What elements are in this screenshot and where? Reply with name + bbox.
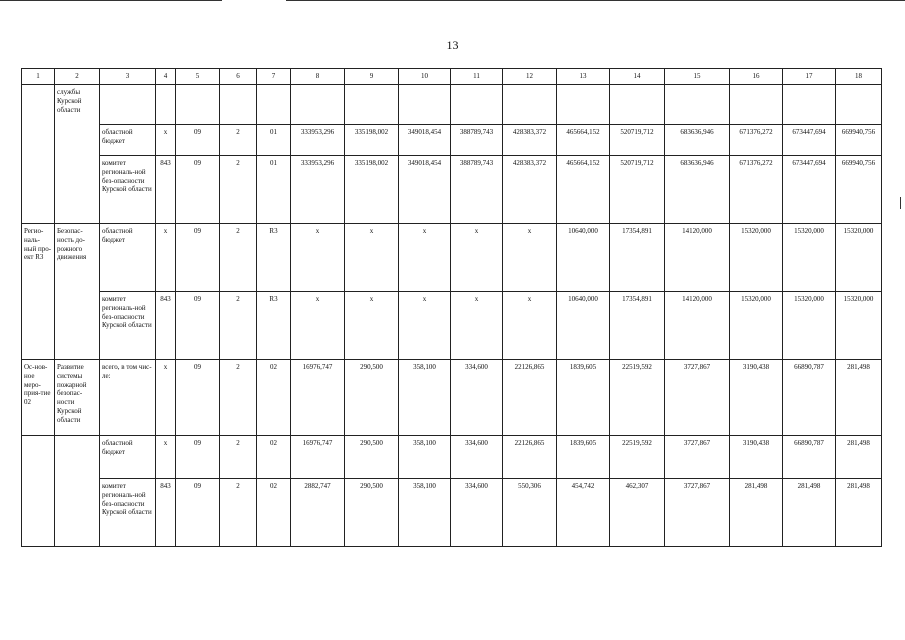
cell-program-name bbox=[22, 436, 55, 547]
cell-value: 16976,747 bbox=[291, 360, 345, 436]
cell-subprogram-name: службы Курской области bbox=[55, 85, 100, 224]
cell-value: 358,100 bbox=[399, 436, 451, 479]
header-cell: 3 bbox=[100, 69, 156, 85]
cell-value bbox=[291, 85, 345, 125]
cell-value: 669940,756 bbox=[836, 125, 882, 156]
cell-value: 334,600 bbox=[451, 436, 503, 479]
cell-value: 281,498 bbox=[836, 436, 882, 479]
header-cell: 13 bbox=[557, 69, 610, 85]
cell-value bbox=[503, 85, 557, 125]
header-row bbox=[22, 69, 882, 85]
cell-value: 428383,372 bbox=[503, 125, 557, 156]
cell-value: 15320,000 bbox=[836, 224, 882, 292]
cell-value: 335198,002 bbox=[345, 156, 399, 224]
cell-code: 01 bbox=[257, 156, 291, 224]
header-cell: 4 bbox=[156, 69, 176, 85]
header-cell: 18 bbox=[836, 69, 882, 85]
cell-value: 281,498 bbox=[836, 360, 882, 436]
cell-value: x bbox=[503, 292, 557, 360]
cell-value bbox=[557, 85, 610, 125]
cell-grbs: x bbox=[156, 436, 176, 479]
cell-grbs: 843 bbox=[156, 292, 176, 360]
cell-value: 15320,000 bbox=[836, 292, 882, 360]
header-cell: 17 bbox=[783, 69, 836, 85]
cell-code: 09 bbox=[176, 156, 220, 224]
cell-value: 16976,747 bbox=[291, 436, 345, 479]
cell-value: 22519,592 bbox=[610, 436, 665, 479]
cell-value: 334,600 bbox=[451, 360, 503, 436]
header-cell: 1 bbox=[22, 69, 55, 85]
cell-grbs bbox=[156, 85, 176, 125]
cell-value: 15320,000 bbox=[783, 292, 836, 360]
cell-grbs: 843 bbox=[156, 479, 176, 547]
cell-code: 02 bbox=[257, 479, 291, 547]
cell-value: 335198,002 bbox=[345, 125, 399, 156]
table-row bbox=[22, 360, 882, 436]
cell-program-name: Ос-нов-ное меро-прия-тие 02 bbox=[22, 360, 55, 436]
cell-value: 358,100 bbox=[399, 360, 451, 436]
cell-code: R3 bbox=[257, 224, 291, 292]
cell-value: 17354,891 bbox=[610, 292, 665, 360]
header-cell: 11 bbox=[451, 69, 503, 85]
cell-code: 09 bbox=[176, 224, 220, 292]
cell-value: 520719,712 bbox=[610, 156, 665, 224]
cell-code: R3 bbox=[257, 292, 291, 360]
cell-value: x bbox=[399, 292, 451, 360]
cell-value: 22519,592 bbox=[610, 360, 665, 436]
cell-value: x bbox=[503, 224, 557, 292]
table-row bbox=[22, 436, 882, 479]
cell-value: 290,500 bbox=[345, 360, 399, 436]
cell-code: 2 bbox=[220, 156, 257, 224]
cell-code: 09 bbox=[176, 360, 220, 436]
cell-value: 14120,000 bbox=[665, 224, 730, 292]
cell-code: 02 bbox=[257, 436, 291, 479]
header-cell: 2 bbox=[55, 69, 100, 85]
cell-value: 333953,296 bbox=[291, 125, 345, 156]
table-row bbox=[22, 479, 882, 547]
cell-funding-source: комитет региональ-ной без-опасности Курской области bbox=[100, 292, 156, 360]
cell-value bbox=[451, 85, 503, 125]
cell-value: 465664,152 bbox=[557, 125, 610, 156]
header-cell: 15 bbox=[665, 69, 730, 85]
cell-code: 2 bbox=[220, 479, 257, 547]
header-cell: 16 bbox=[730, 69, 783, 85]
cell-value: 15320,000 bbox=[730, 224, 783, 292]
cell-code: 2 bbox=[220, 125, 257, 156]
cell-code: 09 bbox=[176, 436, 220, 479]
cell-value: 1839,605 bbox=[557, 360, 610, 436]
header-cell: 12 bbox=[503, 69, 557, 85]
cell-program-name bbox=[22, 85, 55, 224]
cell-value: 2882,747 bbox=[291, 479, 345, 547]
cell-funding-source: всего, в том чис-ле: bbox=[100, 360, 156, 436]
cell-funding-source: областной бюджет bbox=[100, 125, 156, 156]
cell-value: 671376,272 bbox=[730, 156, 783, 224]
cell-value: 14120,000 bbox=[665, 292, 730, 360]
cell-value: 281,498 bbox=[836, 479, 882, 547]
cell-value: 17354,891 bbox=[610, 224, 665, 292]
cell-value: 3190,438 bbox=[730, 436, 783, 479]
cell-code: 01 bbox=[257, 125, 291, 156]
cell-value: 428383,372 bbox=[503, 156, 557, 224]
cell-value: 349018,454 bbox=[399, 125, 451, 156]
cell-value: 388789,743 bbox=[451, 125, 503, 156]
cell-subprogram-name bbox=[55, 436, 100, 547]
cell-value: 10640,000 bbox=[557, 224, 610, 292]
header-cell: 9 bbox=[345, 69, 399, 85]
cell-value: 462,307 bbox=[610, 479, 665, 547]
cell-value: x bbox=[291, 292, 345, 360]
cell-code: 2 bbox=[220, 224, 257, 292]
cell-program-name: Регио-наль-ный про-ект R3 bbox=[22, 224, 55, 360]
cell-grbs: x bbox=[156, 224, 176, 292]
cell-code: 02 bbox=[257, 360, 291, 436]
cell-value: 281,498 bbox=[730, 479, 783, 547]
cell-value: 454,742 bbox=[557, 479, 610, 547]
cell-value: 673447,694 bbox=[783, 125, 836, 156]
cell-value: 333953,296 bbox=[291, 156, 345, 224]
table-row bbox=[22, 292, 882, 360]
scan-edge-mark bbox=[900, 197, 901, 209]
cell-funding-source: комитет региональ-ной без-опасности Курской области bbox=[100, 156, 156, 224]
cell-code bbox=[257, 85, 291, 125]
cell-subprogram-name: Развитие системы пожарной безопас-ности Курской области bbox=[55, 360, 100, 436]
cell-value: x bbox=[291, 224, 345, 292]
cell-value: 3190,438 bbox=[730, 360, 783, 436]
cell-value: 520719,712 bbox=[610, 125, 665, 156]
cell-value: 3727,867 bbox=[665, 479, 730, 547]
cell-value: 22126,865 bbox=[503, 436, 557, 479]
cell-code: 09 bbox=[176, 479, 220, 547]
cell-value: 349018,454 bbox=[399, 156, 451, 224]
header-cell: 6 bbox=[220, 69, 257, 85]
cell-funding-source: областной бюджет bbox=[100, 436, 156, 479]
table-row bbox=[22, 85, 882, 125]
header-cell: 10 bbox=[399, 69, 451, 85]
cell-funding-source bbox=[100, 85, 156, 125]
cell-value bbox=[665, 85, 730, 125]
cell-code: 2 bbox=[220, 292, 257, 360]
cell-grbs: 843 bbox=[156, 156, 176, 224]
cell-value: x bbox=[451, 292, 503, 360]
cell-code bbox=[176, 85, 220, 125]
cell-value bbox=[730, 85, 783, 125]
cell-value: 465664,152 bbox=[557, 156, 610, 224]
cell-funding-source: областной бюджет bbox=[100, 224, 156, 292]
header-cell: 5 bbox=[176, 69, 220, 85]
cell-subprogram-name: Безопас-ность до-рожного движения bbox=[55, 224, 100, 360]
table-row bbox=[22, 125, 882, 156]
cell-value: 15320,000 bbox=[730, 292, 783, 360]
table-row bbox=[22, 156, 882, 224]
cell-value: 290,500 bbox=[345, 479, 399, 547]
cell-value: 683636,946 bbox=[665, 125, 730, 156]
cell-value: 3727,867 bbox=[665, 360, 730, 436]
cell-value: x bbox=[399, 224, 451, 292]
cell-value: 669940,756 bbox=[836, 156, 882, 224]
cell-value: 358,100 bbox=[399, 479, 451, 547]
cell-code: 09 bbox=[176, 292, 220, 360]
cell-value: 1839,605 bbox=[557, 436, 610, 479]
cell-code: 09 bbox=[176, 125, 220, 156]
cell-value: 388789,743 bbox=[451, 156, 503, 224]
budget-table bbox=[21, 68, 882, 547]
cell-value: 22126,865 bbox=[503, 360, 557, 436]
cell-code: 2 bbox=[220, 436, 257, 479]
cell-code bbox=[220, 85, 257, 125]
cell-value: 66890,787 bbox=[783, 360, 836, 436]
header-cell: 8 bbox=[291, 69, 345, 85]
cell-code: 2 bbox=[220, 360, 257, 436]
cell-value bbox=[345, 85, 399, 125]
scan-edge-line-right bbox=[286, 0, 905, 1]
cell-value: 671376,272 bbox=[730, 125, 783, 156]
cell-value bbox=[836, 85, 882, 125]
scan-edge-line-left bbox=[0, 0, 222, 1]
cell-funding-source: комитет региональ-ной без-опасности Курской области bbox=[100, 479, 156, 547]
cell-value: 550,306 bbox=[503, 479, 557, 547]
cell-value: 15320,000 bbox=[783, 224, 836, 292]
cell-value bbox=[783, 85, 836, 125]
cell-value bbox=[610, 85, 665, 125]
table-row bbox=[22, 224, 882, 292]
cell-value: x bbox=[451, 224, 503, 292]
header-cell: 7 bbox=[257, 69, 291, 85]
page-number: 13 bbox=[446, 38, 459, 52]
cell-value: 281,498 bbox=[783, 479, 836, 547]
cell-value: 334,600 bbox=[451, 479, 503, 547]
cell-value: 10640,000 bbox=[557, 292, 610, 360]
cell-grbs: x bbox=[156, 360, 176, 436]
cell-grbs: x bbox=[156, 125, 176, 156]
cell-value: 683636,946 bbox=[665, 156, 730, 224]
cell-value bbox=[399, 85, 451, 125]
header-cell: 14 bbox=[610, 69, 665, 85]
cell-value: 673447,694 bbox=[783, 156, 836, 224]
cell-value: 3727,867 bbox=[665, 436, 730, 479]
cell-value: 66890,787 bbox=[783, 436, 836, 479]
cell-value: x bbox=[345, 224, 399, 292]
cell-value: x bbox=[345, 292, 399, 360]
cell-value: 290,500 bbox=[345, 436, 399, 479]
